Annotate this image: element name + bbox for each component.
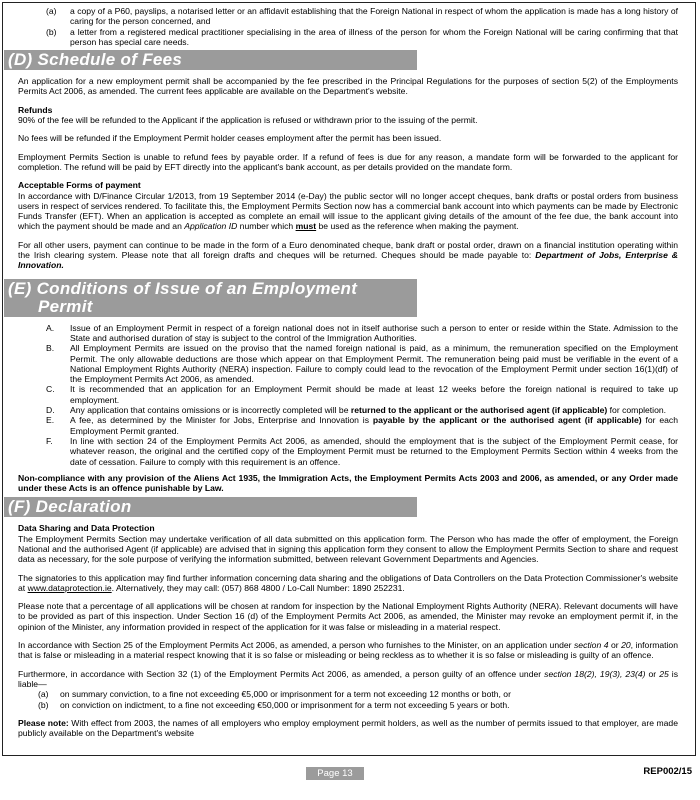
- heading-line: (E) Conditions of Issue of an Employment: [8, 278, 358, 298]
- conditions-list: [18, 323, 678, 467]
- document-reference: REP002/15: [643, 766, 692, 777]
- top-list: [18, 6, 678, 47]
- refunds-paragraph-3: Employment Permits Section is unable to refund fees by payable order. If a refund of fees is due for any reason, a mandate form will be forwarded to the applicant for completion. The refund will be paid by EFT directly into the applicant's bank account, as per details provided on the mandate form.: [18, 151, 678, 172]
- text-run: In accordance with Section 25 of the Employment Permits Act 2006, as amended, a person who furnishes to the Minister, on an application under: [18, 640, 574, 651]
- condition-text: [70, 405, 678, 415]
- condition-item: [18, 415, 678, 436]
- penalty-text: on conviction on indictment, to a fine not exceeding €50,000 or imprisonment for a term not exceeding 5 years or both.: [60, 699, 510, 710]
- fees-intro: An application for a new employment permit shall be accompanied by the fee prescribed in the Principal Regulations for the purposes of section 5(2) of the Employments Permits Act 2006, as amended. The current fees applicable are available on the Department's website.: [18, 76, 678, 97]
- list-item: [18, 6, 678, 27]
- penalties-list: [18, 689, 678, 710]
- dataprotection-link[interactable]: www.dataprotection.ie: [27, 582, 112, 593]
- condition-item: [18, 343, 678, 384]
- payment-paragraph-1: [18, 191, 678, 232]
- must-emphasis: must: [295, 221, 317, 232]
- text-run: be used as the reference when making the payment.: [316, 221, 519, 232]
- payee-name: Department of Jobs, Enterprise & Innovation.: [18, 250, 678, 271]
- list-marker: E.: [46, 415, 55, 426]
- data-protection-heading: Data Sharing and Data Protection: [18, 523, 155, 534]
- list-marker: (a): [46, 6, 57, 16]
- condition-item: [18, 384, 678, 405]
- italic-run: section 4: [574, 640, 609, 651]
- note-label: Please note:: [18, 717, 69, 728]
- text-run: In accordance with D/Finance Circular 1/2013, from 19 September 2014 (e-Day) the public sector will no longer accept cheques, bank drafts or postal orders from business users in respect of services rendered. To facilitate this, the Employment Permits Section now has a commercial bank account into which payments can be made by Electronic Funds Transfer (EFT). When an application is accepted as complete an email will issue to the applicant giving details of the amount of the fee due, the bank account into which the payment should be made and an: [18, 190, 678, 232]
- text-run: is liable—: [18, 668, 678, 689]
- list-text: a letter from a registered medical practitioner specialising in the area of illness of the person for whom the Foreign National will be caring confirming that that person has special care needs.: [70, 26, 678, 47]
- bold-run: returned to the applicant or the authorised agent (if applicable): [350, 405, 608, 416]
- text-run: for each Employment Permit granted.: [70, 415, 678, 436]
- refunds-paragraph-1: 90% of the fee will be refunded to the Applicant if the application is refused or withdrawn prior to the issuing of the permit.: [18, 115, 478, 126]
- data-paragraph-5: [18, 669, 678, 690]
- list-marker: B.: [46, 343, 55, 354]
- text-run: or: [608, 640, 622, 651]
- penalty-item: [18, 700, 678, 710]
- text-run: For all other users, payment can continue to be made in the form of a Euro denominated cheque, bank draft or postal order, drawn on a financial institution operating within the Irish clearing system. Please note that all foreign drafts and cheques will be returned. Cheques should be made payable to:: [18, 239, 678, 261]
- heading-line: Permit: [38, 296, 93, 316]
- list-marker: (b): [38, 699, 49, 710]
- italic-run: 20: [621, 640, 631, 651]
- condition-item: [18, 405, 678, 415]
- penalty-item: [18, 689, 678, 699]
- condition-text: It is recommended that an application for an Employment Permit should be made at least 12 weeks before the foreign national is required to take up employment.: [70, 384, 678, 405]
- note-text: With effect from 2003, the names of all employers who employ employment permit holders, as well as the number of permits issued to that employer, are made publicly available on the Department's website: [18, 717, 678, 739]
- text-run: Any application that contains omissions or is incorrectly completed will be: [70, 405, 351, 416]
- refunds-heading: Refunds: [18, 104, 53, 115]
- condition-text: All Employment Permits are issued on the proviso that the named foreign national is paid, as a minimum, the remuneration specified on the Employment Permit. The only allowable deductions are those which appear on that Employment Permit. The remuneration being paid must be verifiable in the event of a National Employment Rights Authority (NERA) inspection. Failure to comply could lead to the revocation of the Employment Permit under section 16(1)(df) of the Employment Permits Act 2006, as amended.: [70, 343, 678, 385]
- list-marker: D.: [46, 405, 55, 416]
- publication-note: [18, 718, 678, 739]
- page-number-badge: Page 13: [306, 767, 364, 780]
- text-run: or: [645, 668, 660, 679]
- list-marker: C.: [46, 384, 55, 395]
- list-marker: F.: [46, 435, 53, 446]
- page-content: [8, 6, 678, 746]
- list-item: [18, 27, 678, 48]
- penalty-text: on summary conviction, to a fine not exceeding €5,000 or imprisonment for a term not exceeding 12 months or both, or: [60, 689, 511, 700]
- list-marker: A.: [46, 322, 55, 333]
- condition-item: [18, 436, 678, 467]
- data-paragraph-2: [18, 573, 678, 594]
- section-e-heading: [4, 279, 417, 317]
- italic-run: 25: [659, 668, 669, 679]
- italic-run: section 18(2), 19(3), 23(4): [544, 668, 646, 679]
- noncompliance-notice: Non-compliance with any provision of the Aliens Act 1935, the Immigration Acts, the Employment Permits Acts 2003 and 2006, as amended, or any Order made under these Acts is an offence punishable by Law.: [18, 472, 678, 494]
- condition-text: In line with section 24 of the Employment Permits Act 2006, as amended, should the employment that is the subject of the Employment Permit cease, for whatever reason, the original and the certified copy of the Employment Permit must be returned to the Employment Permits Section within 4 weeks from the date of cessation. Failure to comply with this requirement is an offence.: [70, 435, 678, 467]
- refunds-paragraph-2: No fees will be refunded if the Employment Permit holder ceases employment after the permit has been issued.: [18, 133, 442, 144]
- bold-run: payable by the applicant or the authorised agent (if applicable): [372, 415, 642, 426]
- section-d-heading: (D) Schedule of Fees: [4, 50, 417, 70]
- condition-item: [18, 323, 678, 344]
- payment-paragraph-2: [18, 240, 678, 271]
- payment-heading: Acceptable Forms of payment: [18, 180, 141, 191]
- list-marker: (a): [38, 689, 49, 700]
- condition-text: [70, 415, 678, 436]
- text-run: . Alternatively, they may call: (057) 868 4800 / Lo-Call Number: 1890 252231.: [111, 582, 405, 593]
- text-run: for completion.: [607, 405, 667, 416]
- section-f-heading: (F) Declaration: [4, 497, 417, 517]
- list-text: a copy of a P60, payslips, a notarised letter or an affidavit establishing that the Foreign National in respect of whom the application is made has a long history of caring for the person concerned, and: [70, 6, 678, 27]
- data-paragraph-1: The Employment Permits Section may undertake verification of all data submitted on this application form. The Person who has made the offer of employment, the Foreign National and the authorised Agent (if applicable) are advised that in signing this application form they consent to allow the Employment Permits Section to share and request data as necessary, for the sole purpose of verifying the information submitted, between relevant Government Departments and Agencies.: [18, 533, 678, 565]
- data-paragraph-4: [18, 640, 678, 661]
- data-paragraph-3: Please note that a percentage of all applications will be chosen at random for inspection by the National Employment Rights Authority (NERA). Relevant documents will have to be provided as part of this inspection. Under Section 16 (d) of the Employment Permits Act 2006, as amended, the Minister may revoke an employment permit if, in the opinion of the Minister, any information provided in respect of the application for it was false or misleading in a material respect.: [18, 601, 678, 632]
- text-run: number which: [237, 221, 296, 232]
- list-marker: (b): [46, 26, 57, 37]
- condition-text: Issue of an Employment Permit in respect of a foreign national does not in itself authorise such a person to enter or reside within the State. Admission to the State and authorised duration of stay is subject to the control of the Immigration Authorities.: [70, 322, 678, 343]
- text-run: Furthermore, in accordance with Section 32 (1) of the Employment Permits Act 2006, as amended, a person guilty of an offence under: [18, 668, 545, 679]
- text-run: A fee, as determined by the Minister for Jobs, Enterprise and Innovation is: [70, 415, 373, 426]
- application-id-term: Application ID: [184, 221, 238, 232]
- text-run: The signatories to this application may find further information concerning data sharing and the obligations of Data Controllers on the Data Protection Commissioner's website at: [18, 572, 678, 593]
- text-run: , information that is false or misleading in a material respect knowing that it is so false or misleading or being reckless as to whether it is so false or misleading is guilty of an offence.: [18, 640, 678, 661]
